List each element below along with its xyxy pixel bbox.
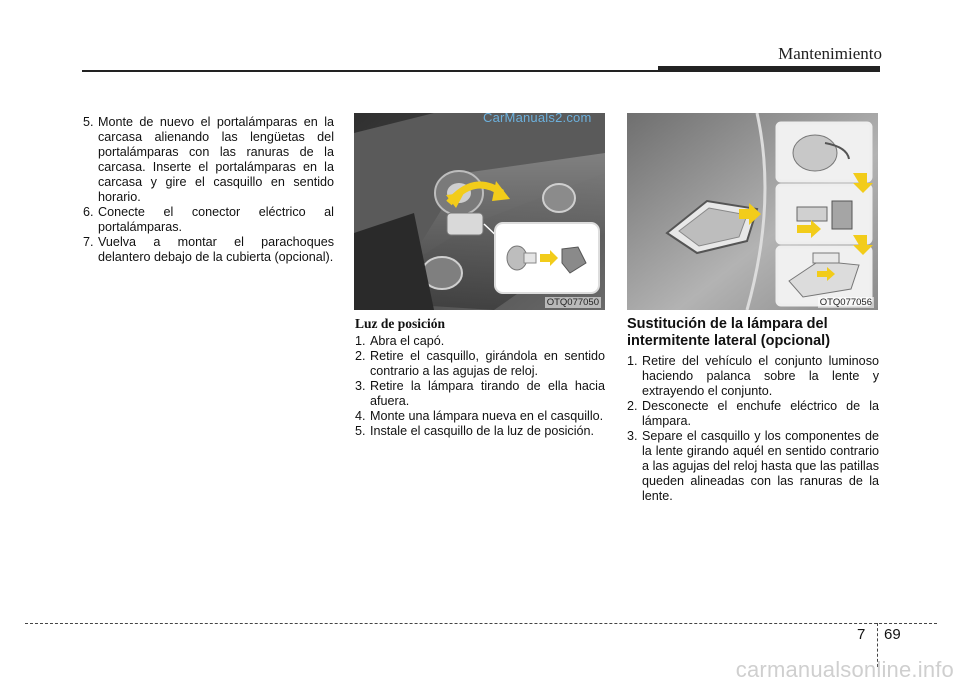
step-number: 1. <box>355 334 366 348</box>
column-middle <box>355 316 605 439</box>
column-left <box>83 115 334 265</box>
step-number: 1. <box>627 354 638 368</box>
step-item <box>355 334 605 349</box>
step-text: Separe el casquillo y los componentes de la lente girando aquél en sentido contrario a las agujas del reloj hasta que las patillas queden alineadas con las ranuras de la lente. <box>642 429 879 503</box>
step-text: Conecte el conector eléctrico al portalámparas. <box>98 205 334 234</box>
figure-code: OTQ077050 <box>546 297 599 308</box>
section-heading: Sustitución de la lámpara del intermitente lateral (opcional) <box>627 316 831 349</box>
step-number: 2. <box>627 399 638 413</box>
watermark-text: CarManuals2.com <box>483 113 592 125</box>
step-item <box>355 409 605 424</box>
step-text: Retire la lámpara tirando de ella hacia afuera. <box>370 379 605 408</box>
column-right <box>627 316 879 504</box>
step-text: Vuelva a montar el parachoques delantero debajo de la cubierta (opcional). <box>98 235 334 264</box>
chapter-number: 7 <box>857 626 866 643</box>
figure-side-indicator <box>627 113 878 310</box>
figure-position-lamp <box>354 113 605 310</box>
step-text: Monte una lámpara nueva en el casquillo. <box>370 409 604 423</box>
step-item <box>627 354 879 399</box>
footer-rule <box>25 623 937 624</box>
step-number: 4. <box>355 409 366 423</box>
step-item <box>83 205 334 235</box>
step-text: Instale el casquillo de la luz de posición. <box>370 424 595 438</box>
side-indicator-illustration <box>627 113 878 310</box>
step-text: Abra el capó. <box>370 334 445 348</box>
step-number: 7. <box>83 235 94 249</box>
step-item <box>627 429 879 504</box>
figure-code: OTQ077056 <box>819 297 872 308</box>
step-number: 5. <box>355 424 366 438</box>
step-number: 2. <box>355 349 366 363</box>
step-text: Desconecte el enchufe eléctrico de la lámpara. <box>642 399 879 428</box>
section-title: Mantenimiento <box>778 44 882 63</box>
section-heading: Luz de posición <box>355 316 446 331</box>
step-text: Retire del vehículo el conjunto luminoso haciendo palanca sobre la lente y extrayendo el conjunto. <box>642 354 879 398</box>
step-number: 6. <box>83 205 94 219</box>
step-item <box>83 115 334 205</box>
page-number: 69 <box>884 626 901 643</box>
step-item <box>627 399 879 429</box>
step-text: Monte de nuevo el portalámparas en la carcasa alienando las lengüetas del portalámparas con las ranuras de la carcasa. Inserte el portalámparas en la carcasa y gire el casquillo en sentido horario. <box>98 115 334 204</box>
header-rule <box>82 70 658 72</box>
step-item <box>355 379 605 409</box>
header-rule-thick <box>658 66 880 72</box>
step-number: 3. <box>355 379 366 393</box>
step-text: Retire el casquillo, girándola en sentido contrario a las agujas de reloj. <box>370 349 605 378</box>
step-item <box>355 349 605 379</box>
site-watermark: carmanualsonline.info <box>735 657 954 682</box>
step-number: 3. <box>627 429 638 443</box>
step-item <box>355 424 605 439</box>
step-number: 5. <box>83 115 94 129</box>
position-lamp-illustration <box>354 113 605 310</box>
step-item <box>83 235 334 265</box>
